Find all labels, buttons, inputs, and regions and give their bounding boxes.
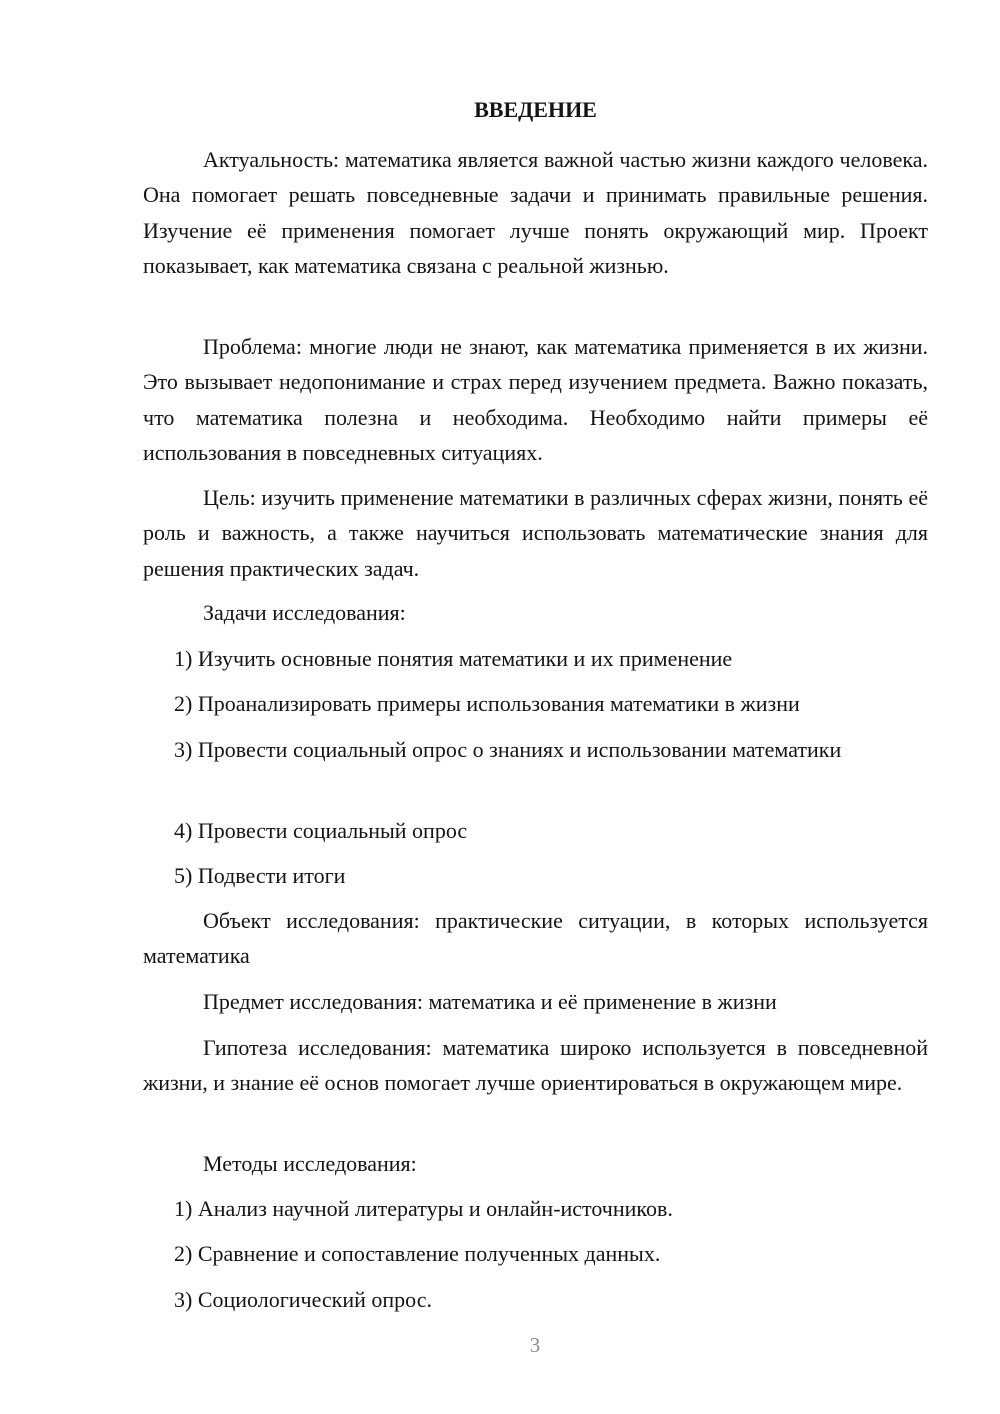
task-item-5: 5) Подвести итоги bbox=[174, 863, 346, 888]
task-item-4: 4) Провести социальный опрос bbox=[174, 818, 468, 843]
task-item-1: 1) Изучить основные понятия математики и их применение bbox=[174, 646, 733, 671]
task-item-3: 3) Провести социальный опрос о знаниях и использовании математики bbox=[174, 737, 842, 762]
methods-heading: Методы исследования: bbox=[203, 1151, 417, 1176]
relevance-paragraph: Актуальность: математика является важной частью жизни каждого человека. Она помогает решать повседневные задачи и принимать правильные решения. Изучение её применения помогает лучше понять окружающий мир. Проект показывает, как математика связана с реальной жизнью. bbox=[143, 147, 928, 278]
hypothesis-paragraph: Гипотеза исследования: математика широко используется в повседневной жизни, и знание её основ помогает лучше ориентироваться в окружающем мире. bbox=[143, 1035, 928, 1096]
subject-paragraph: Предмет исследования: математика и её применение в жизни bbox=[203, 989, 777, 1014]
task-item-2: 2) Проанализировать примеры использования математики в жизни bbox=[174, 691, 800, 716]
page-number: 3 bbox=[529, 1333, 541, 1357]
method-item-1: 1) Анализ научной литературы и онлайн-источников. bbox=[174, 1196, 673, 1221]
page-title: ВВЕДЕНИЕ bbox=[474, 97, 597, 122]
object-paragraph: Объект исследования: практические ситуации, в которых используется математика bbox=[143, 908, 928, 969]
method-item-3: 3) Социологический опрос. bbox=[174, 1287, 432, 1312]
problem-paragraph: Проблема: многие люди не знают, как математика применяется в их жизни. Это вызывает недопонимание и страх перед изучением предмета. Важно показать, что математика полезна и необходима. Необходимо найти примеры её использования в повседневных ситуациях. bbox=[143, 334, 928, 465]
tasks-heading: Задачи исследования: bbox=[203, 600, 406, 625]
goal-paragraph: Цель: изучить применение математики в различных сферах жизни, понять её роль и важность, а также научиться использовать математические знания для решения практических задач. bbox=[143, 485, 928, 581]
method-item-2: 2) Сравнение и сопоставление полученных данных. bbox=[174, 1241, 661, 1266]
